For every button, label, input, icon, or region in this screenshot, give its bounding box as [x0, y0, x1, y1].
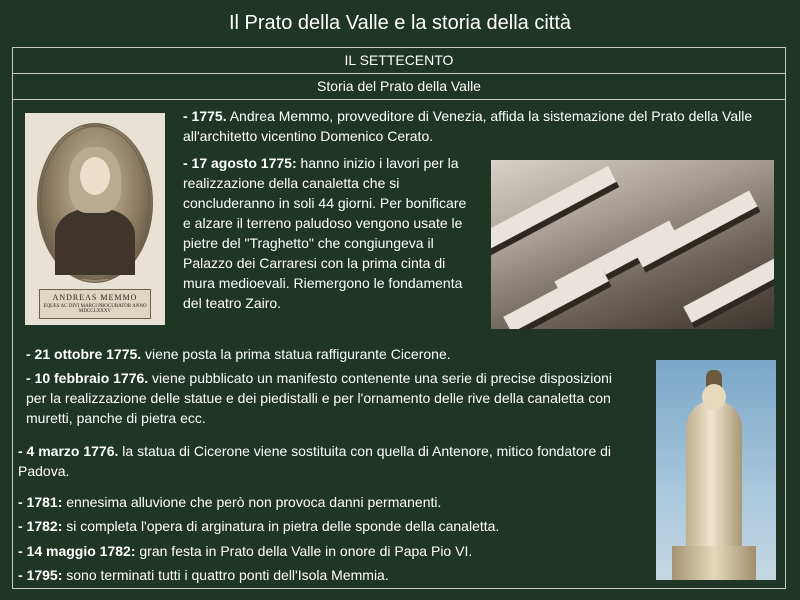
entry-text: sono terminati tutti i quattro ponti dell'Isola Memmia. [62, 567, 389, 583]
entry-text: la statua di Cicerone viene sostituita con quella di Antenore, mitico fondatore di Padova. [18, 443, 612, 479]
entry-date: - 1795: [18, 567, 63, 583]
portrait-plaque-caption: EQUES AC DIVI MARCI PROCURATOR ANNO MDCCLXXXV [43, 304, 147, 314]
page-title: Il Prato della Valle e la storia della città [228, 12, 572, 34]
timeline-entry [18, 541, 648, 561]
entry-date: - 14 maggio 1782: [18, 543, 136, 559]
ruins-stone-slab [683, 255, 774, 323]
timeline-entry [18, 492, 648, 512]
ruins-stone-slab [503, 265, 609, 329]
entry-text: viene pubblicato un manifesto contenente una serie di precise disposizioni per la realizzazione delle statue e dei piedistalli e per l'ornamento delle rive della canaletta con muretti, panche di pietra ecc. [26, 370, 613, 426]
entry-text: si completa l'opera di arginatura in pietra delle sponde della canaletta. [62, 518, 500, 534]
entry-date: - 10 febbraio 1776. [26, 370, 149, 386]
timeline-entry [18, 565, 648, 585]
section-header: IL SETTECENTO [12, 47, 786, 74]
timeline-entry [26, 368, 626, 428]
portrait-figure-body [55, 209, 135, 275]
entry-date: - 21 ottobre 1775. [26, 346, 142, 362]
entry-date: - 4 marzo 1776. [18, 443, 119, 459]
entry-text: gran festa in Prato della Valle in onore di Papa Pio VI. [135, 543, 473, 559]
portrait-figure-face [80, 157, 110, 195]
ruins-stone-slab [491, 166, 616, 252]
entry-text: ennesima alluvione che però non provoca danni permanenti. [62, 494, 442, 510]
timeline-entry [183, 106, 758, 146]
entry-text: hanno inizio i lavori per la realizzazione della canaletta che si concluderanno in soli 44 giorni. Per bonificare e alzare il terreno paludoso vengono usate le pietre del "Traghetto" che congiungeva il Palazzo dei Carraresi con la prima cinta di mura medioevali. Riemergono le fondamenta del teatro Zairo. [183, 155, 467, 311]
portrait-plaque-name: ANDREAS MEMMO [52, 293, 138, 302]
entry-date: - 1775. [183, 108, 227, 124]
timeline-entry [183, 153, 473, 313]
entry-date: - 1782: [18, 518, 63, 534]
antenore-statue-photo [656, 360, 776, 580]
timeline-entry [18, 516, 648, 536]
entry-text: Andrea Memmo, provveditore di Venezia, affida la sistemazione del Prato della Valle all'architetto vicentino Domenico Cerato. [183, 108, 753, 144]
timeline-entry [26, 344, 626, 364]
entry-date: - 1781: [18, 494, 63, 510]
statue-base [672, 546, 756, 580]
subsection-header: Storia del Prato della Valle [12, 73, 786, 100]
statue-figure [686, 400, 742, 550]
statue-head [702, 384, 726, 410]
ruins-photo [491, 160, 774, 329]
entry-date: - 17 agosto 1775: [183, 155, 297, 171]
andrea-memmo-portrait [25, 113, 165, 325]
portrait-plaque [39, 289, 151, 319]
timeline-entry [18, 441, 648, 481]
entry-text: viene posta la prima statua raffigurante Cicerone. [141, 346, 451, 362]
